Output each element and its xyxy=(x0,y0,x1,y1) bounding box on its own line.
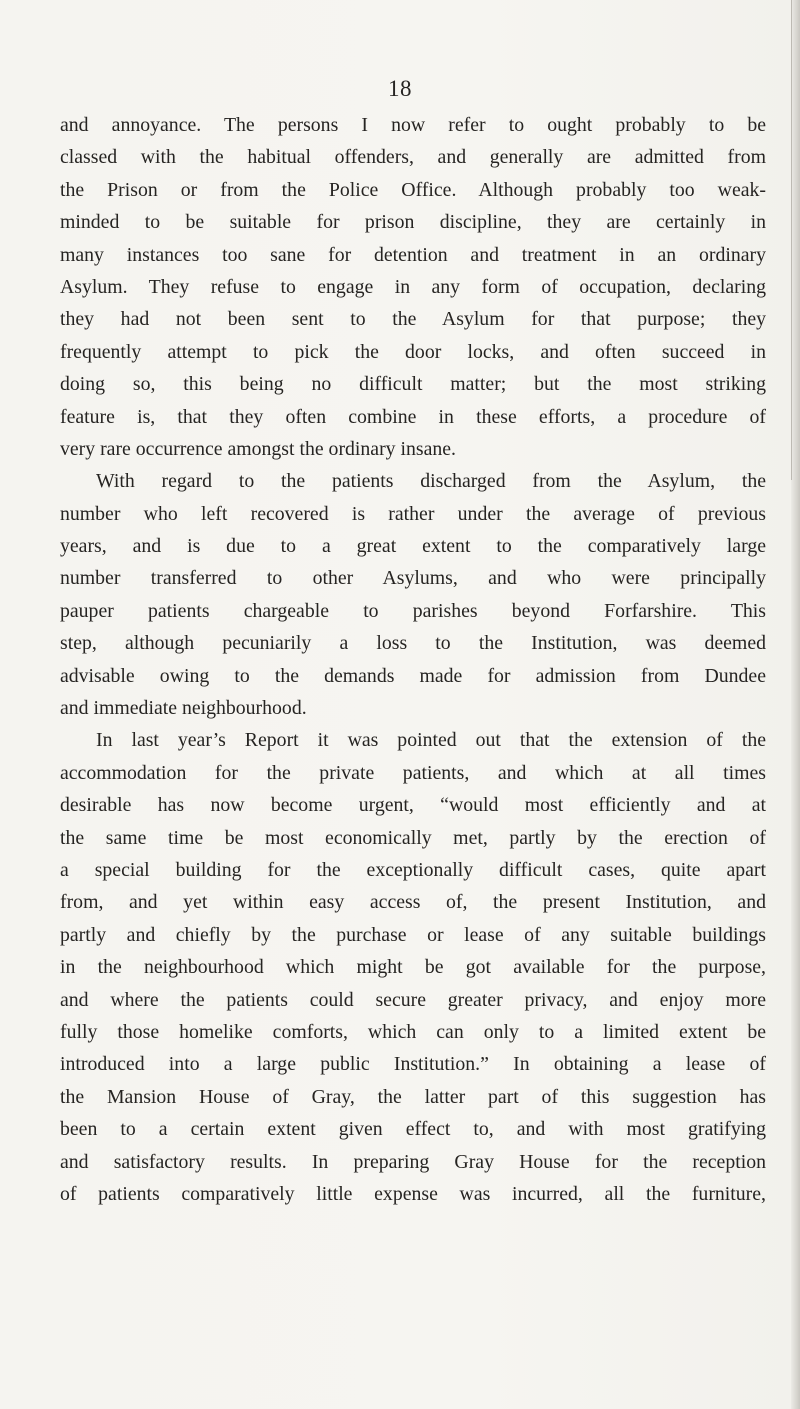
text-line: and annoyance. The persons I now refer to ought probably to be xyxy=(60,114,766,136)
text-line: doing so, this being no difficult matter; but the most striking xyxy=(60,373,766,396)
text-line: With regard to the patients discharged from the Asylum, the xyxy=(96,470,766,493)
text-line: and immediate neighbourhood. xyxy=(60,697,307,720)
text-line: from, and yet within easy access of, the present Institution, and xyxy=(60,891,766,914)
text-line: number who left recovered is rather under the average of previous xyxy=(60,502,766,525)
text-line: and where the patients could secure greater privacy, and enjoy more xyxy=(60,988,766,1011)
text-line: number transferred to other Asylums, and who were principally xyxy=(60,567,766,590)
text-line: desirable has now become urgent, “would most efficiently and at xyxy=(60,794,766,817)
text-line: step, although pecuniarily a loss to the Institution, was deemed xyxy=(60,632,766,655)
text-line: advisable owing to the demands made for admission from Dundee xyxy=(60,664,766,687)
text-line: fully those homelike comforts, which can only to a limited extent be xyxy=(60,1020,766,1043)
text-line: pauper patients chargeable to parishes beyond Forfarshire. This xyxy=(60,599,766,622)
page-edge-line xyxy=(791,0,792,480)
text-line: In last year’s Report it was pointed out that the extension of the xyxy=(96,729,766,752)
text-line: feature is, that they often combine in these efforts, a procedure of xyxy=(60,405,766,428)
text-line: frequently attempt to pick the door locks, and often succeed in xyxy=(60,340,766,363)
text-line: introduced into a large public Institution.” In obtaining a lease of xyxy=(60,1053,766,1076)
text-line: in the neighbourhood which might be got available for the purpose, xyxy=(60,956,766,979)
text-line: very rare occurrence amongst the ordinary insane. xyxy=(60,437,456,460)
text-line: partly and chiefly by the purchase or lease of any suitable buildings xyxy=(60,923,766,946)
text-line: the same time be most economically met, partly by the erection of xyxy=(60,826,766,849)
text-line: Asylum. They refuse to engage in any form of occupation, declaring xyxy=(60,275,766,298)
text-line: accommodation for the private patients, and which at all times xyxy=(60,761,766,784)
text-line: the Mansion House of Gray, the latter part of this suggestion has xyxy=(60,1085,766,1108)
text-line: been to a certain extent given effect to, and with most gratifying xyxy=(60,1118,766,1141)
text-line: a special building for the exceptionally difficult cases, quite apart xyxy=(60,858,766,881)
text-line: years, and is due to a great extent to the comparatively large xyxy=(60,535,766,558)
page-edge-shadow xyxy=(791,0,800,1409)
text-line: they had not been sent to the Asylum for that purpose; they xyxy=(60,308,766,331)
text-line: minded to be suitable for prison discipline, they are certainly in xyxy=(60,211,766,234)
text-line: and satisfactory results. In preparing Gray House for the reception xyxy=(60,1150,766,1173)
text-line: classed with the habitual offenders, and generally are admitted from xyxy=(60,146,766,169)
page-number: 18 xyxy=(388,76,412,101)
text-line: many instances too sane for detention and treatment in an ordinary xyxy=(60,243,766,266)
text-line: the Prison or from the Police Office. Although probably too weak- xyxy=(60,178,766,201)
body-text xyxy=(60,109,766,1210)
text-line: of patients comparatively little expense was incurred, all the furniture, xyxy=(60,1182,766,1205)
